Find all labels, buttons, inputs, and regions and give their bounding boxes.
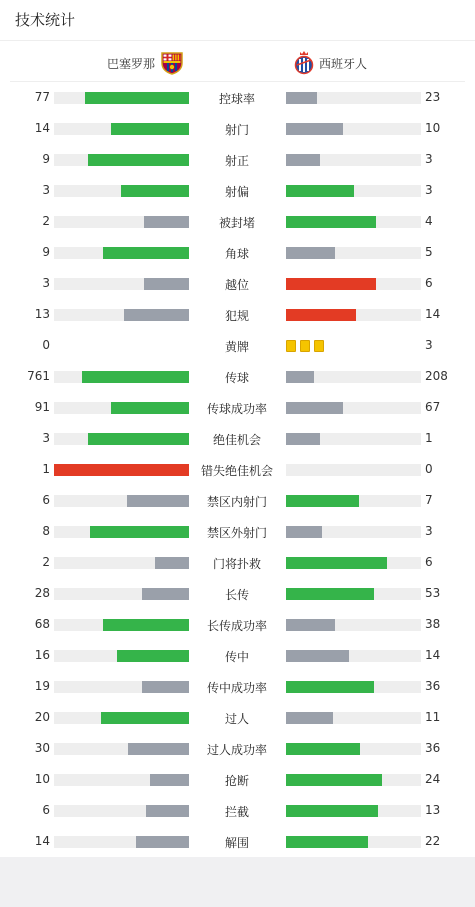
away-value: 3 (425, 338, 433, 352)
home-bar-track (54, 588, 189, 600)
home-bar-track (54, 278, 189, 290)
home-bar-fill (144, 216, 189, 228)
away-bar-track (286, 836, 421, 848)
home-value: 3 (42, 183, 50, 197)
home-bar-fill (82, 371, 189, 383)
stat-row (0, 671, 475, 702)
home-value: 6 (42, 803, 50, 817)
away-bar-track (286, 464, 421, 476)
away-value: 4 (425, 214, 433, 228)
home-value: 30 (34, 741, 50, 755)
home-value: 3 (42, 276, 50, 290)
home-value: 14 (34, 121, 50, 135)
home-bar-fill (142, 681, 189, 693)
home-bar-track (54, 774, 189, 786)
away-bar-fill (286, 402, 343, 414)
stat-label: 解围 (224, 836, 249, 850)
home-bar-fill (103, 619, 189, 631)
stat-label: 角球 (224, 247, 249, 261)
stat-label: 犯规 (224, 309, 249, 323)
away-bar-track (286, 371, 421, 383)
away-team-name: 西班牙人 (319, 57, 368, 71)
home-bar-fill (111, 402, 189, 414)
stat-row (0, 609, 475, 640)
away-bar-track (286, 743, 421, 755)
stat-row (0, 206, 475, 237)
away-bar-track (286, 619, 421, 631)
home-value: 13 (34, 307, 50, 321)
away-bar-track (286, 185, 421, 197)
home-value: 0 (42, 338, 50, 352)
away-bar-track (286, 154, 421, 166)
home-bar-track (54, 836, 189, 848)
home-value: 1 (42, 462, 50, 476)
away-bar-fill (286, 247, 335, 259)
away-value: 36 (425, 741, 441, 755)
away-value: 24 (425, 772, 441, 786)
stat-row (0, 733, 475, 764)
yellow-card-icon (286, 340, 296, 352)
home-bar-track (54, 681, 189, 693)
stat-label: 抢断 (224, 774, 249, 788)
away-bar-fill (286, 805, 378, 817)
stat-label: 门将扑救 (212, 557, 261, 571)
home-bar-track (54, 247, 189, 259)
home-value: 9 (42, 245, 50, 259)
stat-label: 射门 (224, 123, 249, 137)
espanyol-crest-icon (293, 49, 315, 78)
away-bar-fill (286, 774, 382, 786)
home-bar-track (54, 216, 189, 228)
page-title: 技术统计 (0, 0, 475, 41)
home-bar-fill (127, 495, 189, 507)
stat-label: 错失绝佳机会 (200, 464, 273, 478)
away-value: 13 (425, 803, 441, 817)
stat-label: 过人成功率 (206, 743, 267, 757)
away-value: 5 (425, 245, 433, 259)
home-bar-fill (85, 92, 189, 104)
stat-label: 长传成功率 (206, 619, 267, 633)
stat-label: 传中 (224, 650, 249, 664)
away-bar-fill (286, 309, 356, 321)
away-value: 14 (425, 648, 441, 662)
home-bar-track (54, 743, 189, 755)
home-bar-fill (146, 805, 189, 817)
stat-label: 控球率 (218, 92, 255, 106)
home-bar-track (54, 805, 189, 817)
away-bar-fill (286, 588, 374, 600)
home-bar-fill (88, 433, 189, 445)
home-bar-track (54, 154, 189, 166)
home-bar-track (54, 464, 189, 476)
home-bar-fill (117, 650, 189, 662)
away-bar-track (286, 216, 421, 228)
away-bar-track (286, 92, 421, 104)
away-value: 38 (425, 617, 441, 631)
home-value: 3 (42, 431, 50, 445)
home-bar-fill (121, 185, 189, 197)
stat-row (0, 82, 475, 113)
home-value: 14 (34, 834, 50, 848)
away-value: 10 (425, 121, 441, 135)
away-value: 1 (425, 431, 433, 445)
away-bar-track (286, 805, 421, 817)
away-value: 53 (425, 586, 441, 600)
away-bar-fill (286, 92, 317, 104)
home-bar-fill (88, 154, 189, 166)
home-bar-fill (144, 278, 189, 290)
home-value: 6 (42, 493, 50, 507)
home-value: 68 (34, 617, 50, 631)
stat-row (0, 299, 475, 330)
stat-row (0, 144, 475, 175)
home-bar-fill (103, 247, 189, 259)
away-value: 0 (425, 462, 433, 476)
away-bar-track (286, 123, 421, 135)
stat-label: 长传 (224, 588, 249, 602)
stat-row (0, 702, 475, 733)
stat-row (0, 640, 475, 671)
home-bar-fill (136, 836, 189, 848)
home-bar-track (54, 371, 189, 383)
home-value: 77 (34, 90, 50, 104)
away-value: 36 (425, 679, 441, 693)
away-bar-track (286, 309, 421, 321)
away-value: 6 (425, 555, 433, 569)
barcelona-crest-icon (159, 49, 185, 78)
away-bar-track (286, 247, 421, 259)
away-value: 3 (425, 152, 433, 166)
stat-label: 传球 (224, 371, 249, 385)
home-bar-fill (155, 557, 189, 569)
away-bar-fill (286, 278, 376, 290)
away-value: 7 (425, 493, 433, 507)
away-value: 11 (425, 710, 441, 724)
home-team (107, 49, 185, 78)
stat-row (0, 423, 475, 454)
away-value: 14 (425, 307, 441, 321)
away-bar-track (286, 526, 421, 538)
home-value: 20 (34, 710, 50, 724)
away-value: 3 (425, 524, 433, 538)
away-bar-track (286, 650, 421, 662)
home-bar-track (54, 495, 189, 507)
stat-row (0, 764, 475, 795)
stat-row (0, 485, 475, 516)
home-bar-track (54, 309, 189, 321)
home-bar-track (54, 526, 189, 538)
home-value: 10 (34, 772, 50, 786)
stat-label: 射偏 (224, 185, 249, 199)
away-bar-fill (286, 712, 333, 724)
home-bar-track (54, 402, 189, 414)
stat-label: 射正 (224, 154, 249, 168)
away-bar-fill (286, 154, 320, 166)
stat-row (0, 392, 475, 423)
away-bar-fill (286, 836, 368, 848)
yellow-card-icon (300, 340, 310, 352)
home-bar-fill (128, 743, 189, 755)
away-bar-fill (286, 619, 335, 631)
stat-row (0, 795, 475, 826)
home-value: 8 (42, 524, 50, 538)
away-value: 23 (425, 90, 441, 104)
away-bar-fill (286, 185, 354, 197)
stat-row (0, 578, 475, 609)
home-bar-track (54, 619, 189, 631)
away-bar-fill (286, 216, 376, 228)
home-bar-fill (142, 588, 189, 600)
home-bar-fill (101, 712, 189, 724)
home-value: 16 (34, 648, 50, 662)
away-bar-fill (286, 123, 343, 135)
stat-label: 过人 (224, 712, 249, 726)
stat-label: 禁区外射门 (206, 526, 267, 540)
stat-row (0, 516, 475, 547)
stat-row (0, 113, 475, 144)
stat-row (0, 547, 475, 578)
away-bar-track (286, 402, 421, 414)
away-value: 3 (425, 183, 433, 197)
away-bar-fill (286, 743, 360, 755)
stat-label: 绝佳机会 (212, 433, 261, 447)
home-team-name: 巴塞罗那 (106, 57, 155, 71)
away-bar-fill (286, 371, 314, 383)
away-bar-track (286, 495, 421, 507)
home-bar-track (54, 185, 189, 197)
home-bar-fill (54, 464, 189, 476)
away-team (293, 49, 367, 78)
home-bar-track (54, 712, 189, 724)
home-value: 19 (34, 679, 50, 693)
away-bar-fill (286, 526, 322, 538)
away-value: 67 (425, 400, 441, 414)
home-value: 28 (34, 586, 50, 600)
stat-row (0, 454, 475, 485)
away-bar-fill (286, 681, 374, 693)
home-bar-track (54, 433, 189, 445)
yellow-cards (286, 340, 324, 352)
home-bar-track (54, 650, 189, 662)
home-value: 91 (34, 400, 50, 414)
stat-row (0, 268, 475, 299)
away-bar-fill (286, 495, 359, 507)
home-bar-fill (111, 123, 189, 135)
home-value: 2 (42, 214, 50, 228)
stat-label: 黄牌 (224, 340, 249, 354)
away-bar-track (286, 433, 421, 445)
away-bar-track (286, 278, 421, 290)
away-bar-fill (286, 557, 387, 569)
away-bar-fill (286, 650, 349, 662)
away-bar-track (286, 557, 421, 569)
home-bar-track (54, 92, 189, 104)
stat-label: 禁区内射门 (206, 495, 267, 509)
home-bar-fill (90, 526, 189, 538)
away-bar-track (286, 681, 421, 693)
home-value: 761 (27, 369, 50, 383)
stat-label: 传中成功率 (206, 681, 267, 695)
home-bar-track (54, 123, 189, 135)
away-value: 22 (425, 834, 441, 848)
yellow-card-icon (314, 340, 324, 352)
stat-label: 传球成功率 (206, 402, 267, 416)
teams-header (10, 41, 465, 82)
away-bar-track (286, 712, 421, 724)
away-bar-track (286, 588, 421, 600)
home-value: 9 (42, 152, 50, 166)
stat-label: 越位 (224, 278, 249, 292)
stats-list (0, 82, 475, 857)
away-value: 208 (425, 369, 448, 383)
stat-label: 被封堵 (218, 216, 255, 230)
stat-label: 拦截 (224, 805, 249, 819)
home-bar-fill (124, 309, 189, 321)
stat-row (0, 361, 475, 392)
away-bar-fill (286, 433, 320, 445)
stat-row (0, 237, 475, 268)
home-bar-track (54, 557, 189, 569)
stat-row (0, 175, 475, 206)
away-value: 6 (425, 276, 433, 290)
stat-row (0, 330, 475, 361)
away-bar-track (286, 774, 421, 786)
home-bar-fill (150, 774, 189, 786)
stat-row (0, 826, 475, 857)
home-value: 2 (42, 555, 50, 569)
